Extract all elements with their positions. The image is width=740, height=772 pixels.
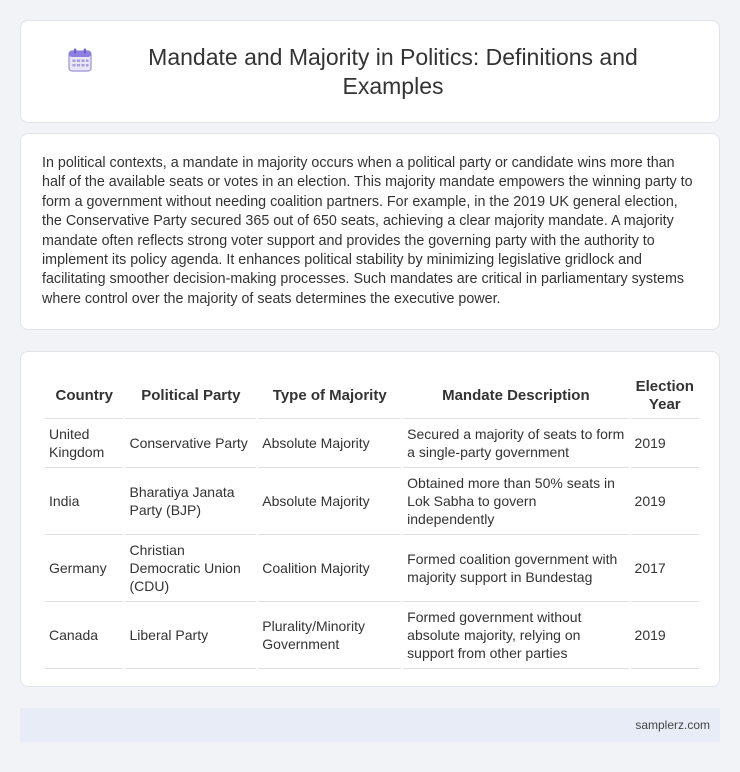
cell-country: Germany: [45, 535, 123, 602]
cell-description: Formed coalition government with majority support in Bundestag: [403, 535, 628, 602]
cell-party: Bharatiya Janata Party (BJP): [125, 468, 256, 535]
column-header-majority-type: Type of Majority: [258, 374, 401, 419]
cell-year: 2019: [631, 468, 699, 535]
cell-year: 2019: [631, 602, 699, 669]
majority-table: [43, 374, 701, 669]
cell-majority-type: Absolute Majority: [258, 419, 401, 468]
cell-party: Christian Democratic Union (CDU): [125, 535, 256, 602]
intro-card: [20, 133, 720, 330]
footer-site-link[interactable]: samplerz.com: [635, 718, 710, 732]
cell-party: Conservative Party: [125, 419, 256, 468]
cell-description: Obtained more than 50% seats in Lok Sabha to govern independently: [403, 468, 628, 535]
cell-country: Canada: [45, 602, 123, 669]
column-header-description: Mandate Description: [403, 374, 628, 419]
cell-year: 2019: [631, 419, 699, 468]
cell-country: United Kingdom: [45, 419, 123, 468]
table-card: [20, 351, 720, 687]
cell-majority-type: Coalition Majority: [258, 535, 401, 602]
table-row: [45, 602, 699, 669]
cell-year: 2017: [631, 535, 699, 602]
intro-paragraph: In political contexts, a mandate in majority occurs when a political party or candidate wins more than half of the available seats or votes in an election. This majority mandate empowers the winning party to form a government without needing coalition partners. For example, in the 2019 UK general election, the Conservative Party secured 365 out of 650 seats, achieving a clear majority mandate. A majority mandate often reflects strong voter support and provides the governing party with the authority to implement its policy agenda. It enhances political stability by minimizing legislative gridlock and facilitating smoother decision-making processes. Such mandates are critical in parliamentary systems where control over the majority of seats determines the executive power.: [42, 155, 693, 307]
table-row: [45, 419, 699, 468]
cell-description: Secured a majority of seats to form a single-party government: [403, 419, 628, 468]
cell-majority-type: Absolute Majority: [258, 468, 401, 535]
calendar-icon: [67, 47, 93, 73]
cell-party: Liberal Party: [125, 602, 256, 669]
column-header-party: Political Party: [125, 374, 256, 419]
page-title: Mandate and Majority in Politics: Definitions and Examples: [148, 43, 638, 99]
column-header-country: Country: [45, 374, 123, 419]
column-header-year: Election Year: [631, 374, 699, 419]
header-card: [20, 20, 720, 123]
footer-bar: [20, 708, 720, 742]
table-row: [45, 535, 699, 602]
cell-majority-type: Plurality/Minority Government: [258, 602, 401, 669]
cell-description: Formed government without absolute majority, relying on support from other parties: [403, 602, 628, 669]
table-header-row: [45, 374, 699, 419]
cell-country: India: [45, 468, 123, 535]
table-row: [45, 468, 699, 535]
